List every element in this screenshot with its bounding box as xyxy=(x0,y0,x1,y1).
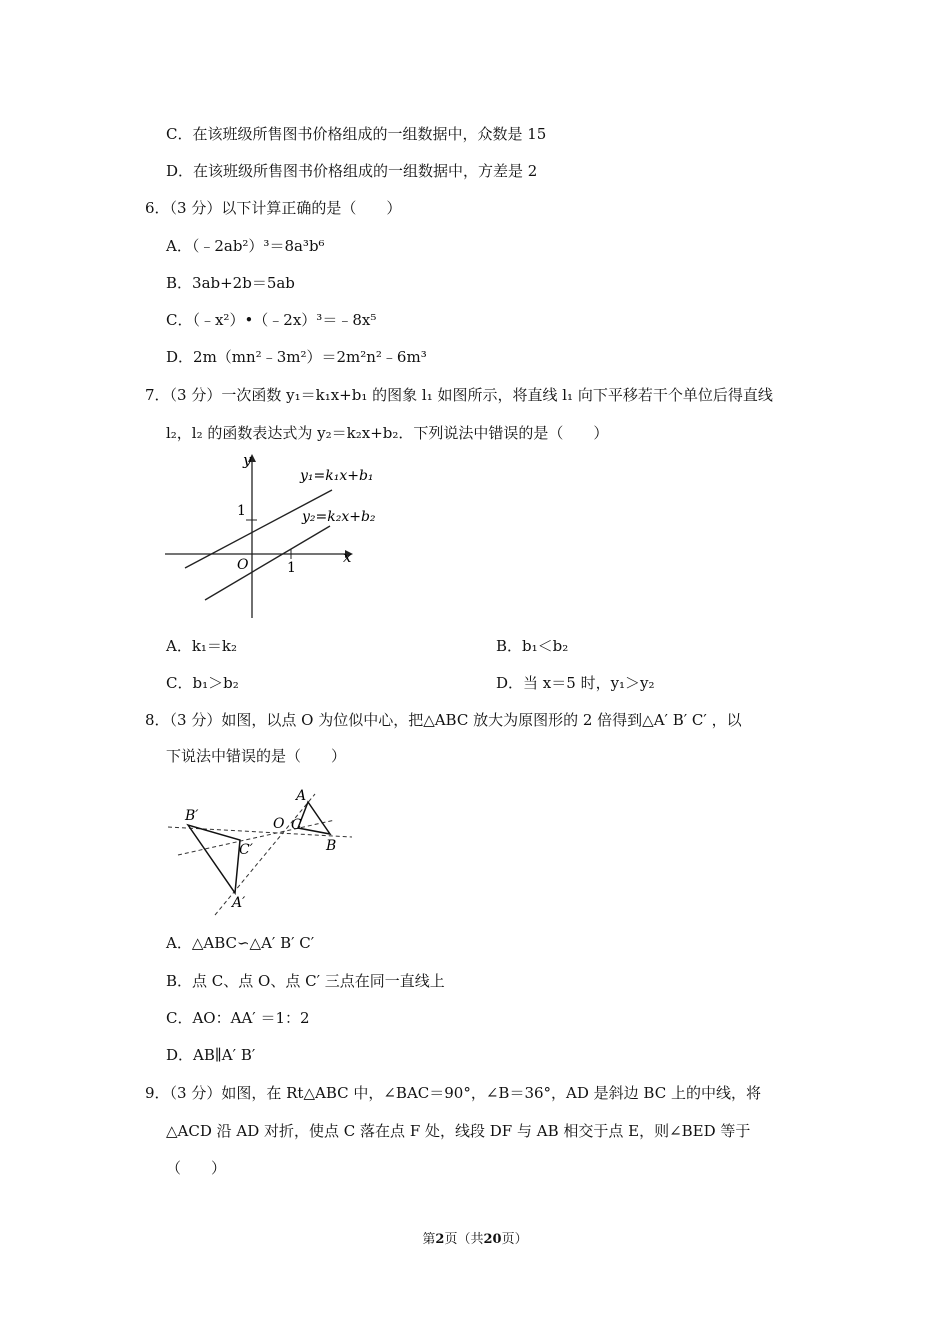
question-9-stem-line1: 9．（3 分）如图，在 Rt△ABC 中，∠BAC＝90°，∠B＝36°，AD 是斜边 BC 上的中线，将 xyxy=(145,1084,761,1102)
triangle-abc xyxy=(298,802,330,834)
option-8b: B．点 C、点 O、点 C′ 三点在同一直线上 xyxy=(166,972,445,990)
axis-x-label: x xyxy=(343,548,352,566)
footer-total-pages: 20 xyxy=(483,1232,502,1247)
option-8c: C．AO：AA′ ＝1：2 xyxy=(166,1009,310,1027)
option-7a: A．k₁＝k₂ xyxy=(166,637,238,655)
label-b: B xyxy=(326,838,337,854)
label-o: O xyxy=(273,816,285,832)
option-8a: A．△ABC∽△A′ B′ C′ xyxy=(166,934,315,952)
footer-page-number: 2 xyxy=(435,1232,445,1247)
option-6d: D．2m（mn²﹣3m²）＝2m²n²﹣6m³ xyxy=(166,348,427,366)
origin-label: O xyxy=(237,557,249,573)
label-b-prime: B′ xyxy=(185,808,199,824)
equation-l2: y₂=k₂x+b₂ xyxy=(302,509,376,525)
equation-l1: y₁=k₁x+b₁ xyxy=(300,468,374,484)
footer-post: 页） xyxy=(501,1232,528,1247)
axis-y-label: y xyxy=(243,451,252,469)
label-c: C xyxy=(291,817,302,833)
question-8-stem-line2: 下说法中错误的是（ ） xyxy=(166,747,347,765)
label-a: A xyxy=(296,788,307,804)
label-c-prime: C′ xyxy=(239,842,253,858)
triangle-a2b2c2 xyxy=(188,825,240,893)
question-9-stem-line2: △ACD 沿 AD 对折，使点 C 落在点 F 处，线段 DF 与 AB 相交于点 E，则∠BED 等于 xyxy=(166,1122,751,1140)
question-6-stem: 6．（3 分）以下计算正确的是（ ） xyxy=(145,199,402,217)
y-tick-label: 1 xyxy=(237,503,246,519)
footer-pre: 第 xyxy=(422,1232,436,1247)
option-6b: B．3ab+2b＝5ab xyxy=(166,274,295,292)
linear-functions-graph xyxy=(160,450,400,620)
line-l1 xyxy=(185,490,332,568)
option-6a: A．（﹣2ab²）³＝8a³b⁶ xyxy=(166,237,325,255)
line-l2 xyxy=(205,526,330,600)
option-5c: C．在该班级所售图书价格组成的一组数据中，众数是 15 xyxy=(166,125,547,143)
option-7c: C．b₁＞b₂ xyxy=(166,674,239,692)
question-9-stem-line3: （ ） xyxy=(166,1159,227,1177)
option-8d: D．AB∥A′ B′ xyxy=(166,1046,256,1064)
label-a-prime: A′ xyxy=(232,895,246,911)
x-tick-label: 1 xyxy=(287,560,296,576)
homothety-figure xyxy=(160,780,360,920)
page-footer xyxy=(0,1228,950,1247)
question-8-stem-line1: 8．（3 分）如图，以点 O 为位似中心，把△ABC 放大为原图形的 2 倍得到△A′ B′ C′ ，以 xyxy=(145,711,742,729)
question-7-stem-line1: 7．（3 分）一次函数 y₁＝k₁x+b₁ 的图象 l₁ 如图所示，将直线 l₁ 向下平移若干个单位后得直线 xyxy=(145,386,773,404)
footer-mid: 页（共 xyxy=(444,1232,484,1247)
option-7b: B．b₁＜b₂ xyxy=(496,637,569,655)
option-7d: D．当 x＝5 时，y₁＞y₂ xyxy=(496,674,655,692)
option-5d: D．在该班级所售图书价格组成的一组数据中，方差是 2 xyxy=(166,162,538,180)
option-6c: C．（﹣x²）•（﹣2x）³＝﹣8x⁵ xyxy=(166,311,377,329)
question-7-stem-line2: l₂，l₂ 的函数表达式为 y₂＝k₂x+b₂．下列说法中错误的是（ ） xyxy=(166,424,609,442)
